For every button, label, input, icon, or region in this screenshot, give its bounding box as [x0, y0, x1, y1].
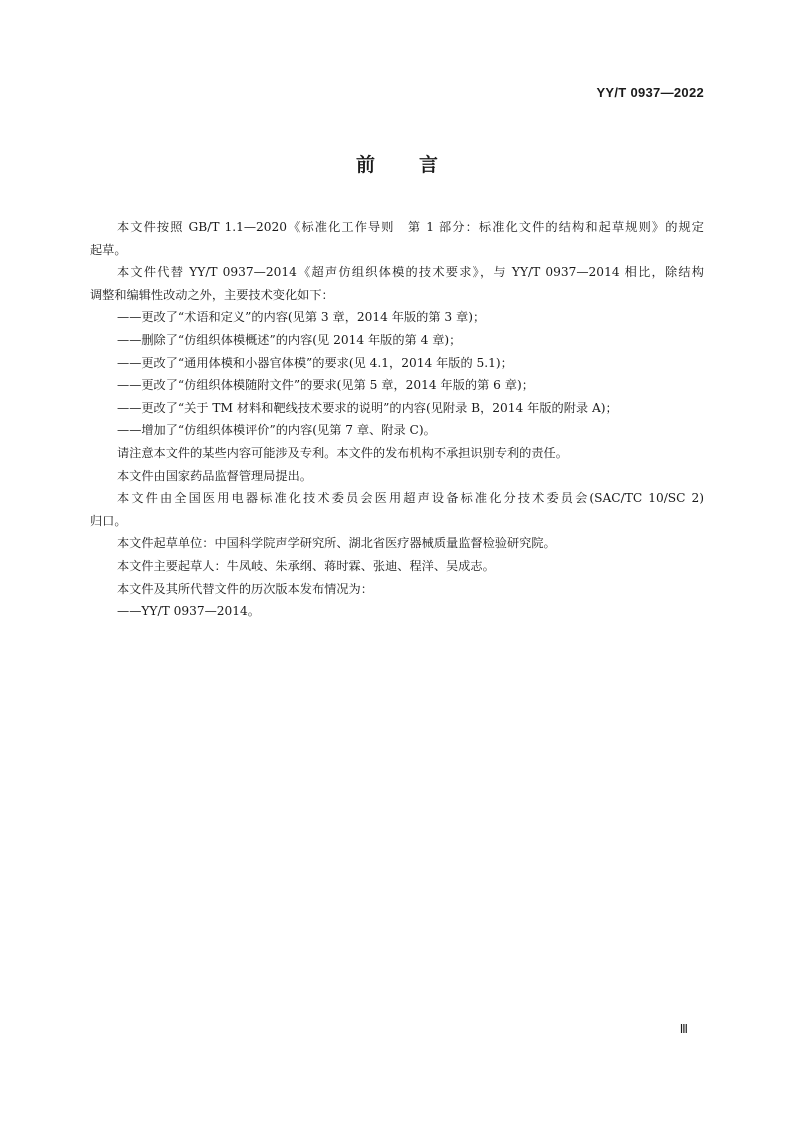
drafters: 本文件主要起草人：牛凤岐、朱承纲、蒋时霖、张迪、程洋、吴成志。 [117, 558, 495, 573]
foreword-body [90, 216, 704, 623]
centralized-line-2: 归口。 [90, 513, 127, 528]
history-item: ——YY/T 0937—2014。 [117, 604, 260, 619]
paragraph-basis-line-1: 本文件按照 GB/T 1.1—2020《标准化工作导则 第 1 部分：标准化文件的结构和起草规则》的规定 [117, 220, 704, 234]
change-item-1: ——更改了“术语和定义”的内容(见第 3 章，2014 年版的第 3 章)； [117, 310, 486, 325]
change-item-6: ——增加了“仿组织体模评价”的内容(见第 7 章、附录 C)。 [117, 423, 436, 438]
change-item-3: ——更改了“通用体模和小器官体模”的要求(见 4.1，2014 年版的 5.1)； [117, 355, 513, 370]
change-item-4: ——更改了“仿组织体模随附文件”的要求(见第 5 章，2014 年版的第 6 章)； [117, 378, 534, 393]
page-title [0, 150, 794, 177]
standard-code: YY/T 0937—2022 [596, 85, 704, 100]
paragraph-replace-line-2: 调整和编辑性改动之外，主要技术变化如下： [90, 287, 334, 302]
history-intro: 本文件及其所代替文件的历次版本发布情况为： [117, 581, 373, 596]
centralized-line-1: 本文件由全国医用电器标准化技术委员会医用超声设备标准化分技术委员会(SAC/TC 10/SC 2) [117, 491, 704, 506]
proposed-by: 本文件由国家药品监督管理局提出。 [117, 468, 312, 483]
title-char-1: 前 [355, 154, 375, 176]
page-number: Ⅲ [679, 1022, 688, 1036]
change-item-2: ——删除了“仿组织体模概述”的内容(见 2014 年版的第 4 章)； [117, 332, 462, 347]
paragraph-replace-line-1: 本文件代替 YY/T 0937—2014《超声仿组织体模的技术要求》，与 YY/T 0937—2014 相比，除结构 [117, 265, 704, 280]
title-char-2: 言 [419, 154, 439, 176]
change-item-5: ——更改了“关于 TM 材料和靶线技术要求的说明”的内容(见附录 B，2014 年版的附录 A)； [117, 400, 618, 415]
drafting-units: 本文件起草单位：中国科学院声学研究所、湖北省医疗器械质量监督检验研究院。 [117, 536, 556, 551]
paragraph-basis-line-2: 起草。 [90, 242, 127, 257]
patent-notice: 请注意本文件的某些内容可能涉及专利。本文件的发布机构不承担识别专利的责任。 [117, 445, 568, 460]
